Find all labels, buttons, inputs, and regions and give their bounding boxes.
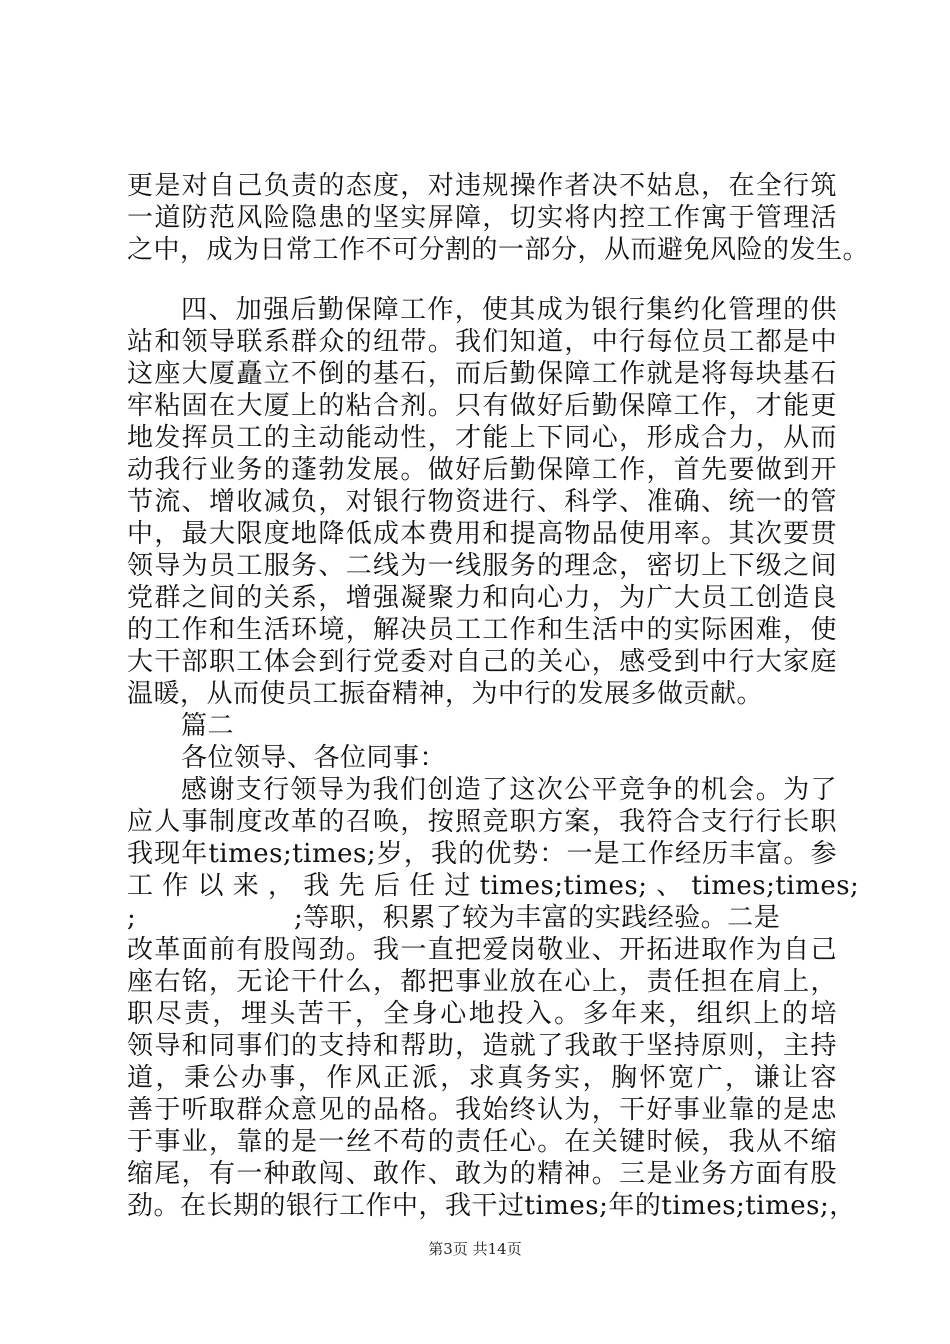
paragraph-3-line: 道，秉公办事，作风正派，求真务实，胸怀宽广，谦让容 (127, 1063, 837, 1093)
paragraph-1-line: 更是对自己负责的态度，对违规操作者决不姑息，在全行筑 (127, 171, 837, 201)
paragraph-3-line: 工 作 以 来 ， 我 先 后 任 过 times;times; 、 times;times; (127, 871, 860, 901)
paragraph-2-line: 地发挥员工的主动能动性，才能上下同心，形成合力，从而 (127, 423, 837, 453)
paragraph-3-line: 于事业，靠的是一丝不苟的责任心。在关键时候，我从不缩 (127, 1127, 837, 1157)
paragraph-2-line: 节流、增收减负，对银行物资进行、科学、准确、统一的管 (127, 487, 837, 517)
paragraph-3-line: 劲。在长期的银行工作中，我干过times;年的times;times;， (127, 1191, 856, 1221)
paragraph-gap (127, 266, 837, 294)
paragraph-2-line: 党群之间的关系，增强凝聚力和向心力，为广大员工创造良 (127, 583, 837, 613)
paragraph-1-line: 之中，成为日常工作不可分割的一部分，从而避免风险的发生。 (127, 235, 870, 265)
paragraph-1-line: 一道防范风险隐患的坚实屏障，切实将内控工作寓于管理活 (127, 203, 837, 233)
paragraph-3-line: 我现年times;times;岁，我的优势：一是工作经历丰富。参 (127, 839, 837, 869)
paragraph-3-line: 领导和同事们的支持和帮助，造就了我敢于坚持原则，主持 (127, 1031, 837, 1061)
paragraph-2-line: 的工作和生活环境，解决员工工作和生活中的实际困难，使 (127, 615, 837, 645)
paragraph-2-line: 站和领导联系群众的纽带。我们知道，中行每位员工都是中 (127, 327, 837, 357)
paragraph-2-line: 四、加强后勤保障工作，使其成为银行集约化管理的供 (181, 295, 837, 325)
document-body (127, 170, 870, 1222)
paragraph-2-line: 动我行业务的蓬勃发展。做好后勤保障工作，首先要做到开 (127, 455, 837, 485)
page-footer: 第3页 共14页 (428, 1240, 522, 1258)
paragraph-3-line: 职尽责，埋头苦干，全身心地投入。多年来，组织上的培 (127, 999, 837, 1029)
paragraph-2-line: 温暖，从而使员工振奋精神，为中行的发展多做贡献。 (127, 679, 764, 709)
paragraph-3-line: 缩尾，有一种敢闯、敢作、敢为的精神。三是业务方面有股 (127, 1159, 837, 1189)
paragraph-3-line: 善于听取群众意见的品格。我始终认为，干好事业靠的是忠 (127, 1095, 837, 1125)
paragraph-3-line: 应人事制度改革的召唤，按照竞职方案，我符合支行行长职 (127, 807, 837, 837)
paragraph-2-line: 牢粘固在大厦上的粘合剂。只有做好后勤保障工作，才能更 (127, 391, 837, 421)
paragraph-2-line: 大干部职工体会到行党委对自己的关心，感受到中行大家庭 (127, 647, 837, 677)
section-heading: 篇二 (181, 711, 235, 741)
paragraph-3-line: 座右铭，无论干什么，都把事业放在心上，责任担在肩上， (127, 967, 837, 997)
paragraph-3-line: ; ;等职，积累了较为丰富的实践经验。二是 (127, 903, 781, 933)
paragraph-2-line: 中，最大限度地降低成本费用和提高物品使用率。其次要贯 (127, 519, 837, 549)
paragraph-2-line: 这座大厦矗立不倒的基石，而后勤保障工作就是将每块基石 (127, 359, 837, 389)
salutation: 各位领导、各位同事： (181, 743, 447, 773)
paragraph-2-line: 领导为员工服务、二线为一线服务的理念，密切上下级之间 (127, 551, 837, 581)
paragraph-3-line: 感谢支行领导为我们创造了这次公平竞争的机会。为了 (181, 775, 837, 805)
paragraph-3-line: 改革面前有股闯劲。我一直把爱岗敬业、开拓进取作为自己 (127, 935, 837, 965)
